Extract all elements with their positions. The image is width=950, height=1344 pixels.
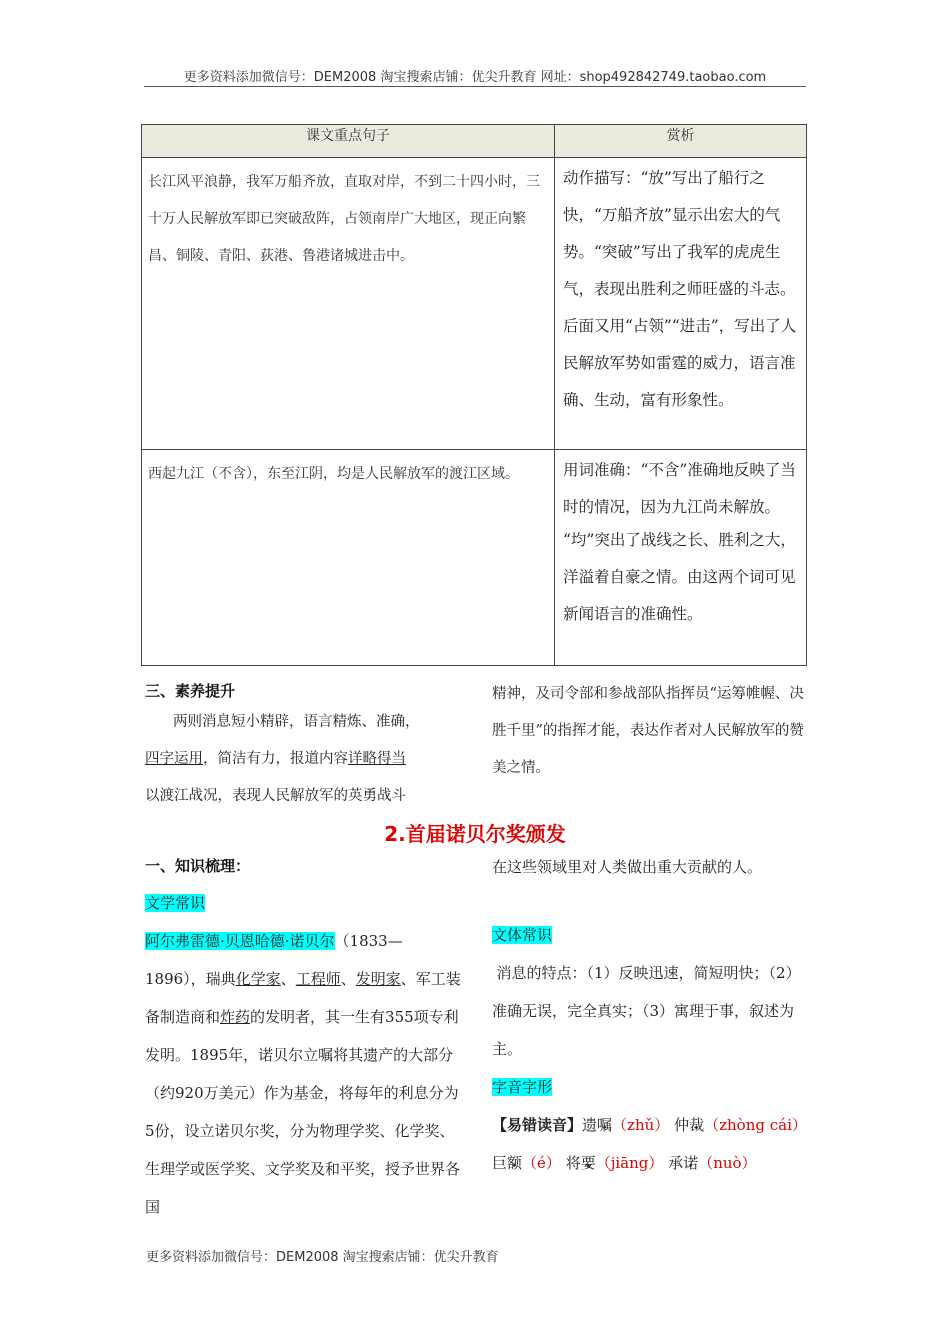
- word: 承诺 •（nuò）: [668, 1154, 756, 1172]
- author-name: 阿尔弗雷德·贝恩哈德·诺贝尔: [145, 932, 335, 950]
- highlight-label: 文学常识: [145, 894, 206, 912]
- section-paragraph-continued: 精神，及司令部和参战部队指挥员“运筹帷幄、决胜千里”的指挥才能，表达作者对人民解放军的赞美之情。: [492, 686, 804, 776]
- table-header-sentence: 课文重点句子: [142, 125, 555, 158]
- table-row: [142, 158, 807, 450]
- header-divider: [144, 86, 806, 87]
- pronunciation-list: [492, 1106, 810, 1182]
- section-paragraph: [145, 704, 463, 815]
- word: 遗嘱 •（zhǔ）: [582, 1116, 669, 1134]
- literature-knowledge: [145, 884, 463, 1226]
- key-sentence: 长江风平浪静，我军万船齐放，直取对岸，不到二十四小时，三十万人民解放军即已突破敌阵，占领南岸广大地区，现正向繁昌、铜陵、青阳、荻港、鲁港诸城进击中。: [142, 158, 555, 450]
- highlight-label: 文体常识: [492, 926, 553, 944]
- table-row: [142, 450, 807, 666]
- analysis-text: “均”突出了战线之长、胜利之大，洋溢着自豪之情。由这两个词可见新闻语言的准确性。: [563, 531, 796, 623]
- sentence-analysis-table: [141, 124, 807, 666]
- highlight-label: 字音字形: [492, 1078, 553, 1096]
- table-header-row: [142, 125, 807, 158]
- page-footer: 更多资料添加微信号：DEM2008 淘宝搜索店铺：优尖升教育: [146, 1250, 499, 1265]
- bio-continued: 在这些领域里对人类做出重大贡献的人。: [492, 858, 763, 876]
- genre-text: 消息的特点：（1）反映迅速，简短明快；（2）准确无误，完全真实；（3）寓理于事，叙述为主。: [492, 964, 801, 1058]
- paragraph-line: 以渡江战况，表现人民解放军的英勇战斗: [145, 788, 406, 804]
- analysis-text: 动作描写：“放”写出了船行之快，“万船齐放”显示出宏大的气势。“突破”写出了我军的虎虎生气，表现出胜利之师旺盛的斗志。后面又用“占领”“进击”，写出了人民解放军势如雷霆的威力，语言准确、生动，富有形象性。: [555, 158, 807, 450]
- error-prone-label: 【易错读音】: [492, 1116, 583, 1134]
- bio-text: 阿尔弗雷德·贝恩哈德·诺贝尔（1833—1896），瑞典化学家、工程师、发明家、军工装备制造商和炸药的发明者，其一生有355项专利发明。1895年，诺贝尔立嘱将其遗产的大部分（约920万美元）作为基金，将每年的利息分为5份，设立诺贝尔奖，分为物理学奖、化学奖、生理学或医学奖、文学奖及和平奖，授予世界各国: [145, 932, 461, 1216]
- key-sentence: 西起九江（不含），东至江阴，均是人民解放军的渡江区域。: [142, 450, 555, 666]
- analysis-text: 用词准确：“不含”准确地反映了当时的情况，因为九江尚未解放。: [563, 461, 796, 516]
- section-heading: 三、素养提升: [145, 682, 236, 700]
- paragraph-line: 两则消息短小精辟，语言精炼、准确，: [173, 714, 420, 730]
- word: 巨额 •（é）: [492, 1154, 561, 1172]
- analysis-cell: [555, 450, 807, 666]
- word: 仲裁 •（zhòng cái）: [674, 1116, 807, 1134]
- page-header: 更多资料添加微信号：DEM2008 淘宝搜索店铺：优尖升教育 网址：shop492842749.taobao.com: [183, 70, 767, 85]
- table-header-analysis: 赏析: [555, 125, 807, 158]
- underlined-term: 详略得当: [348, 751, 406, 767]
- section-heading: 一、知识梳理：: [145, 857, 251, 875]
- underlined-term: 四字运用: [145, 751, 203, 767]
- right-column: [492, 848, 810, 1182]
- paragraph-line: 四字运用，简洁有力，报道内容详略得当: [145, 751, 406, 767]
- word: 将要 •（jiāng）: [566, 1154, 664, 1172]
- lesson-title: 2.首届诺贝尔奖颁发: [384, 822, 566, 846]
